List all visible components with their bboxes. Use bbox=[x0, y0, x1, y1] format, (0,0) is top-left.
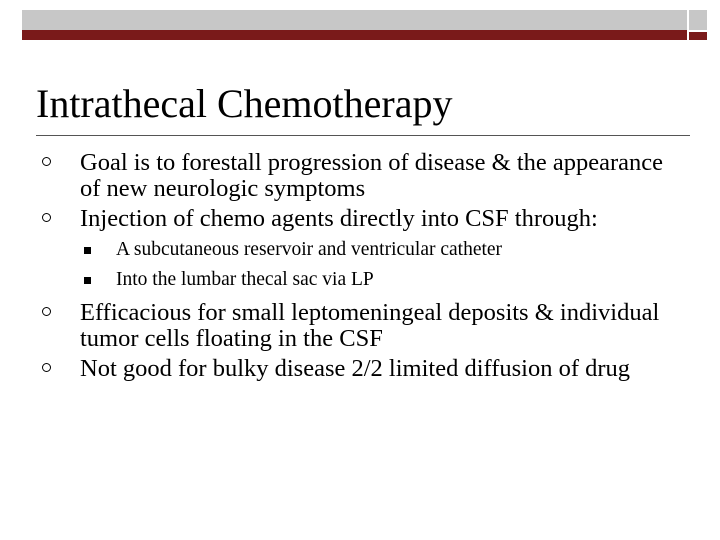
slide-body bbox=[0, 150, 720, 386]
header-gray-bar bbox=[22, 10, 688, 30]
square-bullet-icon bbox=[84, 277, 91, 284]
hollow-circle-bullet-icon bbox=[42, 157, 51, 166]
sub-bullet-item bbox=[0, 268, 686, 292]
sub-bullet-list bbox=[0, 238, 720, 292]
sub-bullet-text: Into the lumbar thecal sac via LP bbox=[116, 269, 374, 290]
bullet-item bbox=[0, 356, 680, 382]
sub-bullet-text: A subcutaneous reservoir and ventricular catheter bbox=[116, 239, 503, 260]
hollow-circle-bullet-icon bbox=[42, 363, 51, 372]
hollow-circle-bullet-icon bbox=[42, 307, 51, 316]
header-red-bar bbox=[22, 30, 688, 40]
bullet-text: Injection of chemo agents directly into CSF through: bbox=[80, 205, 598, 232]
title-divider bbox=[36, 135, 690, 136]
square-bullet-icon bbox=[84, 247, 91, 254]
header-corner-gray bbox=[689, 10, 707, 32]
bullet-text: Efficacious for small leptomeningeal deposits & individual tumor cells floating in the CSF bbox=[80, 299, 660, 352]
bullet-text: Not good for bulky disease 2/2 limited diffusion of drug bbox=[80, 355, 631, 382]
slide-title: Intrathecal Chemotherapy bbox=[36, 81, 453, 126]
hollow-circle-bullet-icon bbox=[42, 213, 51, 222]
header-corner-block bbox=[687, 10, 707, 40]
bullet-item bbox=[0, 150, 680, 202]
bullet-text: Goal is to forestall progression of disease & the appearance of new neurologic symptoms bbox=[80, 149, 664, 202]
sub-bullet-item bbox=[0, 238, 686, 262]
bullet-item bbox=[0, 300, 680, 352]
bullet-item bbox=[0, 206, 680, 232]
